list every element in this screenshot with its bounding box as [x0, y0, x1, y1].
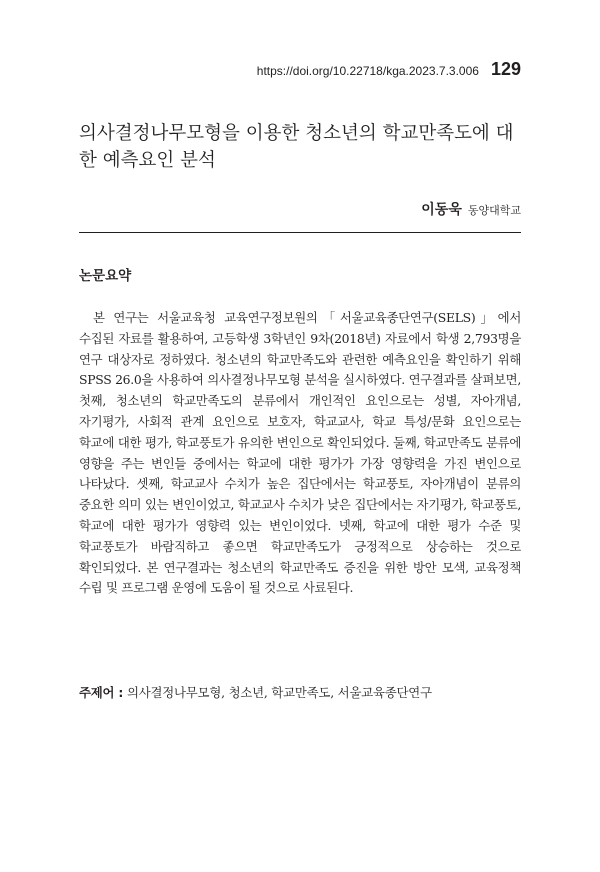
paper-title: 의사결정나무모형을 이용한 청소년의 학교만족도에 대한 예측요인 분석 — [79, 123, 514, 171]
author-name: 이동욱 — [421, 202, 462, 218]
author-line — [421, 199, 521, 219]
doi-link[interactable]: https://doi.org/10.22718/kga.2023.7.3.006 — [256, 64, 479, 78]
keywords — [79, 683, 521, 701]
title-divider — [79, 232, 521, 233]
keywords-list: 의사결정나무모형, 청소년, 학교만족도, 서울교육종단연구 — [126, 685, 432, 700]
keywords-label: 주제어 : — [79, 685, 124, 700]
page-number: 129 — [490, 59, 521, 79]
running-header — [257, 59, 521, 80]
author-affiliation: 동양대학교 — [467, 204, 521, 217]
abstract-body: 본 연구는 서울교육청 교육연구정보원의「서울교육종단연구(SELS)」에서 수집된 자료를 활용하여, 고등학생 3학년인 9차(2018년) 자료에서 학생 2,793명을 연구 대상자로 정하였다. 청소년의 학교만족도와 관련한 예측요인을 확인하기 위해 SPSS 26.0을 사용하여 의사결정나무모형 분석을 실시하였다. 연구결과를 살펴보면, 첫째, 청소년의 학교만족도의 분류에서 개인적인 요인으로는 성별, 자아개념, 자기평가, 사회적 관계 요인으로 보호자, 학교교사, 학교 특성/문화 요인으로는 학교에 대한 평가, 학교풍토가 유의한 변인으로 확인되었다. 둘째, 학교만족도 분류에 영향을 주는 변인들 중에서는 학교에 대한 평가가 가장 영향력을 가진 변인으로 나타났다. 셋째, 학교교사 수치가 높은 집단에서는 학교풍토, 자아개념이 분류의 중요한 의미 있는 변인이었고, 학교교사 수치가 낮은 집단에서는 자기평가, 학교풍토, 학교에 대한 평가가 영향력 있는 변인이었다. 넷째, 학교에 대한 평가 수준 및 학교풍토가 바람직하고 좋으면 학교만족도가 긍정적으로 상승하는 것으로 확인되었다. 본 연구결과는 청소년의 학교만족도 증진을 위한 방안 모색, 교육정책 수립 및 프로그램 운영에 도움이 될 것으로 사료된다. — [79, 310, 521, 596]
abstract-heading: 논문요약 — [79, 268, 132, 284]
